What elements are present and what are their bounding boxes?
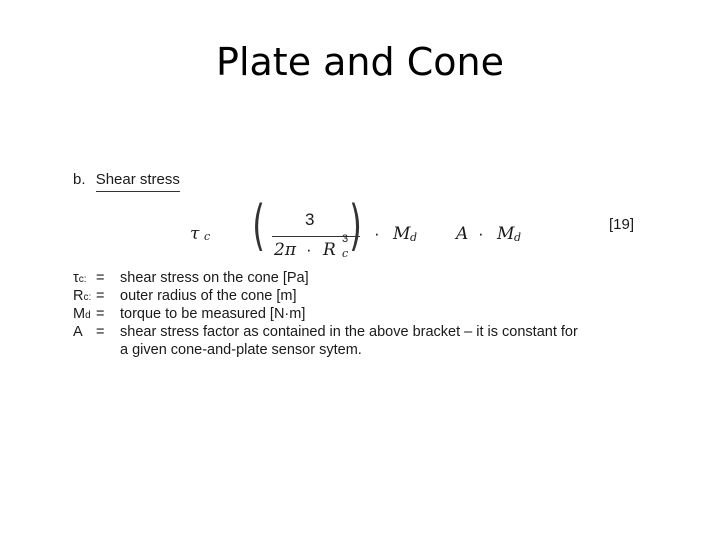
def-equals: = bbox=[96, 324, 105, 340]
eq-denom-symbol: R bbox=[323, 240, 336, 260]
eq-denom-sub: c bbox=[342, 247, 349, 260]
eq-rhs-symbol: A bbox=[456, 224, 469, 244]
eq-denom-sup: 3 bbox=[342, 233, 349, 245]
def-equals: = bbox=[96, 288, 105, 304]
page-title: Plate and Cone bbox=[216, 40, 504, 84]
eq-reference: [19] bbox=[609, 216, 635, 233]
section-label: b. bbox=[73, 171, 86, 188]
def-symbol: Rc: bbox=[73, 288, 92, 304]
def-equals: = bbox=[96, 270, 105, 286]
eq-tau-symbol: τ bbox=[190, 224, 200, 244]
section-title: Shear stress bbox=[96, 171, 180, 192]
def-text: outer radius of the cone [m] bbox=[120, 288, 297, 304]
def-symbol: Md bbox=[73, 306, 91, 322]
def-text: a given cone-and-plate sensor sytem. bbox=[120, 342, 362, 358]
eq-dot-2: · bbox=[478, 224, 484, 243]
eq-factor-sub: d bbox=[410, 231, 418, 244]
eq-rhs-factor-sub: d bbox=[514, 231, 522, 244]
eq-numerator: 3 bbox=[305, 210, 315, 229]
eq-dot-1: · bbox=[374, 224, 380, 243]
def-text: shear stress on the cone [Pa] bbox=[120, 270, 309, 286]
def-symbol: τc: bbox=[73, 270, 87, 286]
eq-factor-symbol: M bbox=[393, 224, 411, 244]
def-equals: = bbox=[96, 306, 105, 322]
def-text: torque to be measured [N·m] bbox=[120, 306, 306, 322]
eq-right-paren: ) bbox=[349, 194, 362, 257]
def-text: shear stress factor as contained in the above bracket – it is constant for bbox=[120, 324, 578, 340]
eq-tau-sub: c bbox=[204, 230, 211, 243]
def-symbol: A bbox=[73, 324, 83, 340]
eq-denom-prefix: 2π bbox=[274, 240, 296, 260]
eq-denom-dot: · bbox=[306, 240, 312, 259]
eq-rhs-factor: M bbox=[497, 224, 515, 244]
eq-left-paren: ( bbox=[252, 194, 265, 257]
